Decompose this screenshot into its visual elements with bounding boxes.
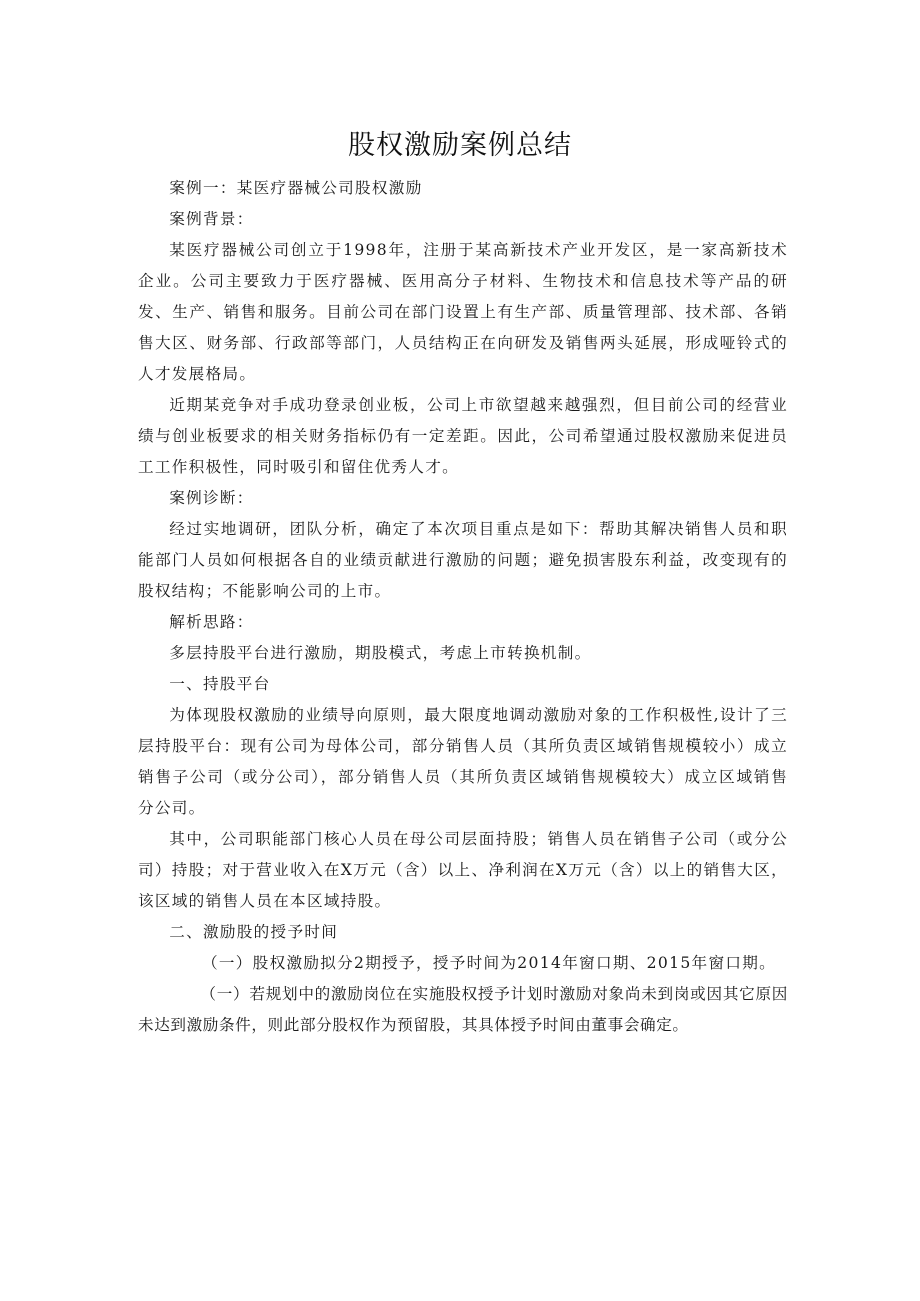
case-heading: 案例一：某医疗器械公司股权激励: [169, 179, 423, 197]
list-item-reserved-shares: （一）若规划中的激励岗位在实施股权授予计划时激励对象尚未到岗或因其它原因未达到激励条件，则此部分股权作为预留股，其具体授予时间由董事会确定。: [138, 985, 788, 1034]
section-label-approach: 解析思路：: [169, 613, 254, 631]
section-label-diagnosis: 案例诊断：: [169, 489, 254, 507]
paragraph-platform-design: 为体现股权激励的业绩导向原则，最大限度地调动激励对象的工作积极性,设计了三层持股平台：现有公司为母体公司，部分销售人员（其所负责区域销售规模较小）成立销售子公司（或分公司），部分销售人员（其所负责区域销售规模较大）成立区域销售分公司。: [138, 706, 788, 817]
paragraph-platform-detail: 其中，公司职能部门核心人员在母公司层面持股；销售人员在销售子公司（或分公司）持股；对于营业收入在X万元（含）以上、净利润在X万元（含）以上的销售大区，该区域的销售人员在本区域持股。: [138, 830, 788, 910]
heading-shareholding-platform: 一、持股平台: [169, 675, 271, 693]
paragraph-motivation: 近期某竞争对手成功登录创业板，公司上市欲望越来越强烈，但目前公司的经营业绩与创业板要求的相关财务指标仍有一定差距。因此，公司希望通过股权激励来促进员工工作积极性，同时吸引和留住优秀人才。: [138, 396, 788, 476]
paragraph-company-profile: 某医疗器械公司创立于1998年，注册于某高新技术产业开发区，是一家高新技术企业。公司主要致力于医疗器械、医用高分子材料、生物技术和信息技术等产品的研发、生产、销售和服务。目前公司在部门设置上有生产部、质量管理部、技术部、各销售大区、财务部、行政部等部门，人员结构正在向研发及销售两头延展，形成哑铃式的人才发展格局。: [138, 241, 788, 383]
paragraph-approach: 多层持股平台进行激励，期股模式，考虑上市转换机制。: [169, 644, 592, 662]
section-label-background: 案例背景：: [169, 210, 254, 228]
heading-grant-timing: 二、激励股的授予时间: [169, 923, 339, 941]
paragraph-diagnosis: 经过实地调研，团队分析，确定了本次项目重点是如下：帮助其解决销售人员和职能部门人员如何根据各自的业绩贡献进行激励的问题；避免损害股东利益，改变现有的股权结构；不能影响公司的上市。: [138, 520, 788, 600]
document-body: [138, 173, 788, 1041]
document-title: 股权激励案例总结: [348, 130, 572, 161]
list-item-grant-phases: （一）股权激励拟分2期授予，授予时间为2014年窗口期、2015年窗口期。: [202, 954, 777, 972]
